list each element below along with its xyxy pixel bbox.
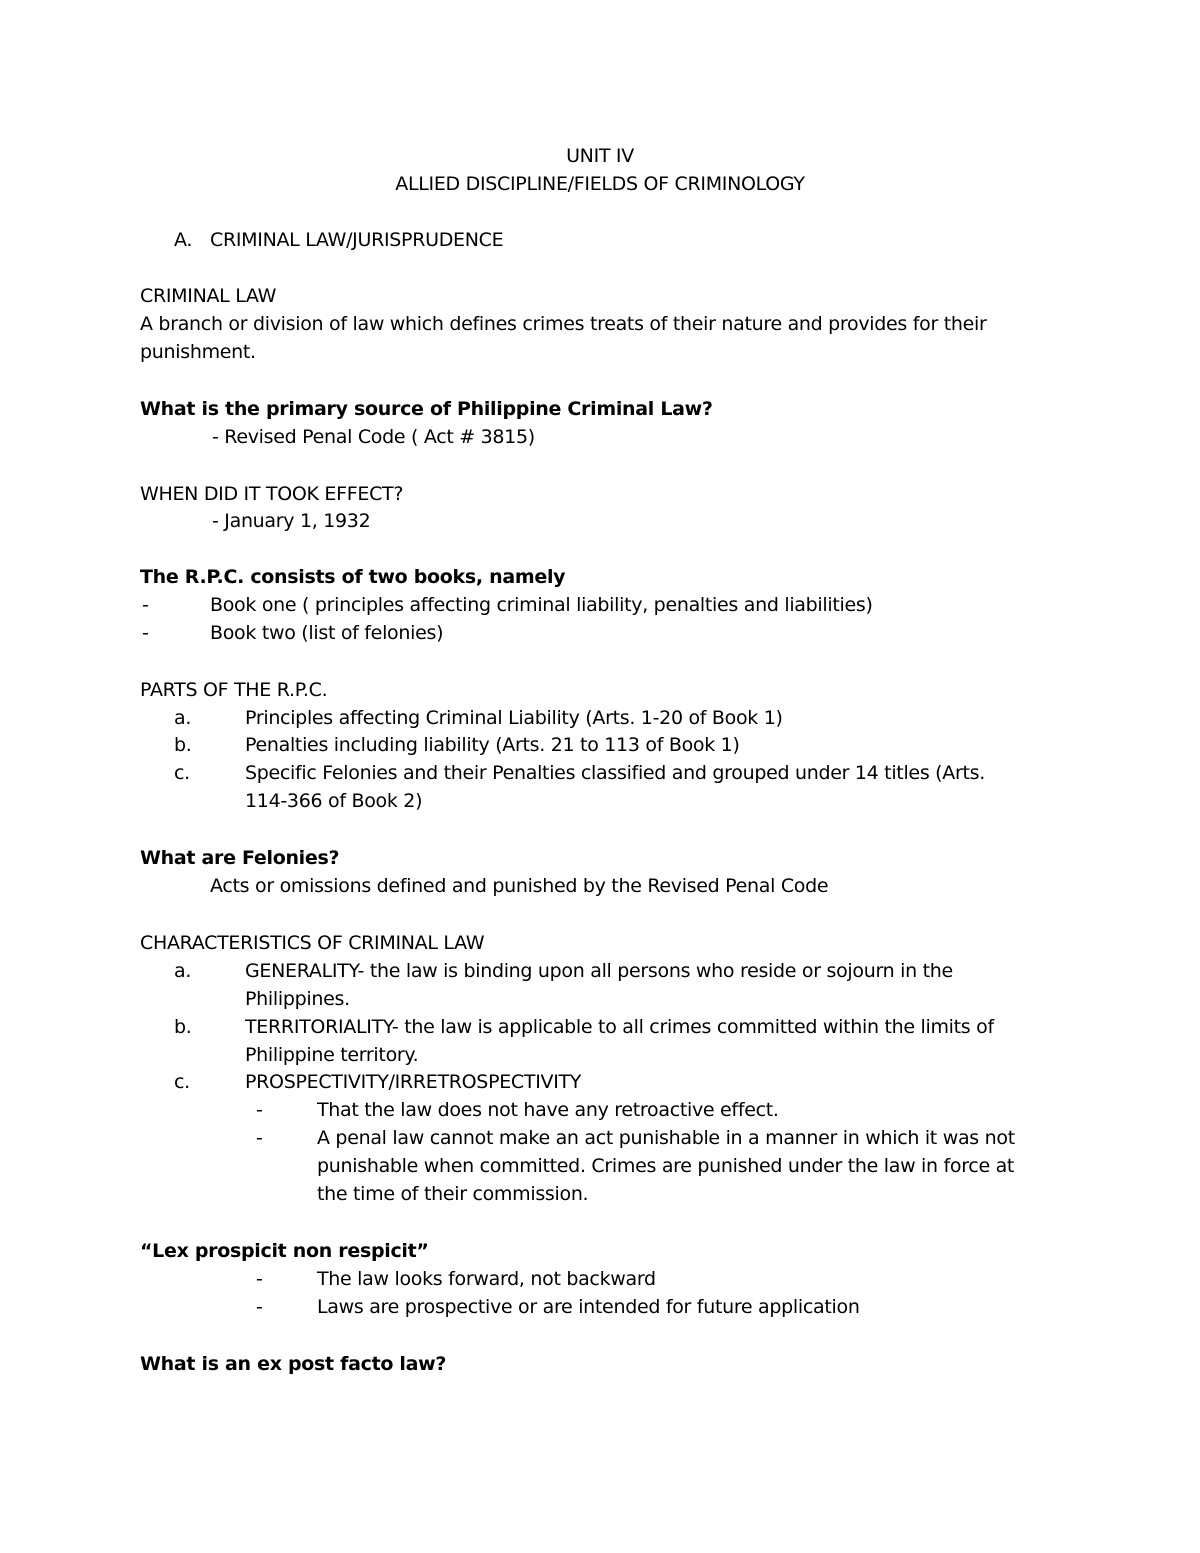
characteristics-heading: CHARACTERISTICS OF CRIMINAL LAW: [140, 932, 485, 954]
characteristics-item-marker: a.: [174, 960, 192, 982]
felonies-answer: Acts or omissions defined and punished by the Revised Penal Code: [210, 875, 829, 897]
characteristics-sub-item-cont: punishable when committed. Crimes are punished under the law in force at: [317, 1155, 1015, 1177]
maxim-item: The law looks forward, not backward: [317, 1268, 656, 1290]
characteristics-sub-item: A penal law cannot make an act punishable in a manner in which it was not: [317, 1127, 1015, 1149]
characteristics-item-marker: c.: [174, 1071, 190, 1093]
maxim-item-dash: -: [256, 1296, 263, 1318]
parts-item-marker: b.: [174, 734, 192, 756]
primary-source-answer: - Revised Penal Code ( Act # 3815): [212, 426, 535, 448]
criminal-law-definition-cont: punishment.: [140, 341, 256, 363]
characteristics-sub-item: That the law does not have any retroactive effect.: [317, 1099, 779, 1121]
primary-source-question: What is the primary source of Philippine Criminal Law?: [140, 398, 713, 420]
characteristics-sub-dash: -: [256, 1099, 263, 1121]
unit-title: UNIT IV: [566, 145, 634, 167]
section-a-letter: A.: [174, 229, 193, 251]
maxim-item: Laws are prospective or are intended for future application: [317, 1296, 860, 1318]
books-item-dash: -: [142, 622, 149, 644]
parts-item: Specific Felonies and their Penalties classified and grouped under 14 titles (Arts.: [245, 762, 985, 784]
effectivity-question: WHEN DID IT TOOK EFFECT?: [140, 483, 404, 505]
parts-item-cont: 114-366 of Book 2): [245, 790, 423, 812]
ex-post-facto-question: What is an ex post facto law?: [140, 1353, 447, 1375]
books-item-one: Book one ( principles affecting criminal liability, penalties and liabilities): [210, 594, 873, 616]
parts-item: Penalties including liability (Arts. 21 to 113 of Book 1): [245, 734, 740, 756]
characteristics-item: GENERALITY- the law is binding upon all persons who reside or sojourn in the: [245, 960, 953, 982]
effectivity-answer: - January 1, 1932: [212, 510, 371, 532]
characteristics-item-cont: Philippine territory.: [245, 1044, 419, 1066]
maxim-item-dash: -: [256, 1268, 263, 1290]
document-title: ALLIED DISCIPLINE/FIELDS OF CRIMINOLOGY: [395, 173, 805, 195]
parts-item-marker: a.: [174, 707, 192, 729]
books-item-dash: -: [142, 594, 149, 616]
books-item-two: Book two (list of felonies): [210, 622, 444, 644]
books-heading: The R.P.C. consists of two books, namely: [140, 566, 566, 588]
criminal-law-definition: A branch or division of law which defines crimes treats of their nature and provides for their: [140, 313, 987, 335]
criminal-law-heading: CRIMINAL LAW: [140, 285, 277, 307]
characteristics-item: PROSPECTIVITY/IRRETROSPECTIVITY: [245, 1071, 582, 1093]
felonies-question: What are Felonies?: [140, 847, 340, 869]
characteristics-item-marker: b.: [174, 1016, 192, 1038]
characteristics-sub-item-cont: the time of their commission.: [317, 1183, 589, 1205]
characteristics-sub-dash: -: [256, 1127, 263, 1149]
parts-heading: PARTS OF THE R.P.C.: [140, 679, 328, 701]
characteristics-item-cont: Philippines.: [245, 988, 350, 1010]
section-a-heading: CRIMINAL LAW/JURISPRUDENCE: [210, 229, 504, 251]
parts-item-marker: c.: [174, 762, 190, 784]
characteristics-item: TERRITORIALITY- the law is applicable to all crimes committed within the limits of: [245, 1016, 994, 1038]
maxim-heading: “Lex prospicit non respicit”: [140, 1240, 429, 1262]
parts-item: Principles affecting Criminal Liability (Arts. 1-20 of Book 1): [245, 707, 783, 729]
